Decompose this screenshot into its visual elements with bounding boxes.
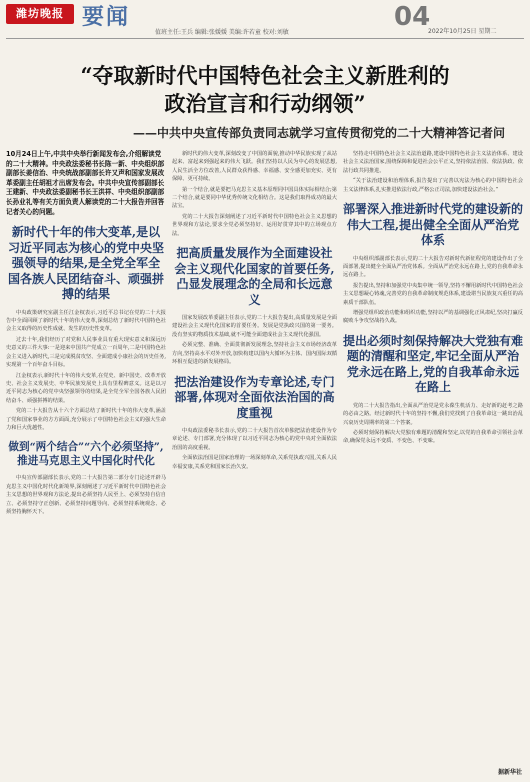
section-heading: 新时代十年的伟大变革,是以习近平同志为核心的党中央坚强领导的结果,是全党全军全国各族人民团结奋斗、顽强拼搏的结果 xyxy=(7,225,164,302)
article-column-1 xyxy=(6,150,166,518)
headline-line-2: 政治宣言和行动纲领” xyxy=(164,91,366,116)
body-paragraph: 报告提出,坚持和加强党中央集中统一领导,坚持不懈用新时代中国特色社会主义思想凝心铸魂,完善党的自我革命制度规范体系,建设堪当民族复兴重任的高素质干部队伍。 xyxy=(343,282,523,306)
page-number: 04 xyxy=(394,2,431,32)
issue-date: 2022年10月25日 星期二 xyxy=(428,28,497,35)
body-paragraph: 中央政法委秘书长表示,党的二十大报告首次单独把法治建设作为专章论述、专门部署,充分体现了以习近平同志为核心的党中央对全面依法治国的高度重视。 xyxy=(172,428,337,451)
newspaper-logo: 潍坊晚报 xyxy=(6,4,74,24)
body-paragraph: 党的二十大报告从十六个方面总结了新时代十年的伟大变革,涵盖了党和国家事业的方方面面,充分展示了中国特色社会主义的强大生命力和巨大优越性。 xyxy=(6,408,166,431)
body-paragraph: 新时代的伟大变革,深刻改变了中国的面貌,推动中华民族实现了从站起来、富起来到强起来的伟大飞跃。我们坚持以人民为中心的发展思想,人民生活全方位改善,人民群众获得感、幸福感、安全感更加充实、更有保障、更可持续。 xyxy=(172,151,337,183)
editor-credits: 值班主任:王兵 编辑:张媛媛 美编:许若童 校对:刘敏 xyxy=(155,29,289,36)
section-heading: 提出必须时刻保持解决大党独有难题的清醒和坚定,牢记全面从严治党永远在路上,党的自我革命永远在路上 xyxy=(343,333,523,395)
masthead-divider xyxy=(6,38,524,39)
body-paragraph: 党的二十大报告指出,全面从严治党是党永葆生机活力、走好新的赶考之路的必由之路。经过新时代十年的坚持不懈,我们党找到了自我革命这一跳出治乱兴衰历史周期率的第二个答案。 xyxy=(343,402,523,426)
source-credit: 据新华社 xyxy=(497,769,522,776)
body-paragraph: 坚持走中国特色社会主义法治道路,建设中国特色社会主义法治体系、建设社会主义法治国家,围绕保障和促进社会公平正义,坚持依法治国、依法执政、依法行政共同推进。 xyxy=(343,151,523,174)
section-title: 要闻 xyxy=(82,5,131,30)
article-column-3 xyxy=(343,150,523,448)
body-paragraph: 中央政策研究室副主任江金权表示,习近平总书记在党的二十大报告中全面回顾了新时代十年的伟大变革,深刻总结了新时代中国特色社会主义取得的历史性成就、发生的历史性变革。 xyxy=(6,309,166,333)
headline-subtitle: ——中共中央宣传部负责同志就学习宣传贯彻党的二十大精神答记者问 xyxy=(132,126,505,140)
body-paragraph: 国家发展改革委副主任表示,党的二十大报告提出,高质量发展是全面建设社会主义现代化国家的首要任务。发展是党执政兴国的第一要务。没有坚实的物质技术基础,就不可能全面建成社会主义现代化强国。 xyxy=(172,315,337,338)
headline-line-1: “夺取新时代中国特色社会主义新胜利的 xyxy=(80,63,450,88)
body-paragraph: 第一个结合,就是要把马克思主义基本原理同中国具体实际相结合;第二个结合,就是要同中华优秀传统文化相结合。这是我们取得成功的最大法宝。 xyxy=(172,186,337,210)
body-paragraph: 江金权表示,新时代十年的伟大变革,在党史、新中国史、改革开放史、社会主义发展史、中华民族发展史上具有里程碑意义。这是以习近平同志为核心的党中央坚强领导的结果,是全党全军全国各族人民团结奋斗、顽强拼搏的结果。 xyxy=(6,372,166,404)
lead-paragraph: 10月24日上午,中共中央举行新闻发布会,介绍解读党的二十大精神。中央政法委秘书长陈一新、中央组织部副部长姜信治、中央统战部副部长许又声和国家发展改革委副主任胡祖才出席发布会。中共中央宣传部副部长王建新、中央政法委副秘书长王洪祥、中央组织部副部长孙业礼等有关方面负责人解读党的二十大报告并回答记者关心的问题。 xyxy=(6,150,165,216)
body-paragraph: “关于法治建设和治理体系,报告提出了完善以宪法为核心的中国特色社会主义法律体系,扎实推进依法行政,严格公正司法,加快建设法治社会。” xyxy=(343,178,523,193)
masthead xyxy=(0,0,530,40)
body-paragraph: 中央宣传部副部长表示,党的二十大报告第二部分专门论述开辟马克思主义中国化时代化新境界,深刻阐述了习近平新时代中国特色社会主义思想的世界观和方法论,提出必须坚持人民至上、必须坚持自信自立、必须坚持守正创新、必须坚持问题导向、必须坚持系统观念、必须坚持胸怀天下。 xyxy=(6,475,166,515)
body-paragraph: 过去十年,我们经历了对党和人民事业具有重大现实意义和深远历史意义的三件大事:一是迎来中国共产党成立一百周年,二是中国特色社会主义进入新时代,三是完成脱贫攻坚、全面建成小康社会的历史任务,实现第一个百年奋斗目标。 xyxy=(6,336,166,369)
section-heading: 做到“两个结合”“六个必须坚持”,推进马克思主义中国化时代化 xyxy=(8,441,164,468)
body-paragraph: 党的二十大报告深刻阐述了习近平新时代中国特色社会主义思想的世界观和方法论,要求全党必须坚持好、运用好贯穿其中的立场观点方法。 xyxy=(172,213,337,237)
body-paragraph: 必须时刻保持解决大党独有难题的清醒和坚定,以党的自我革命引领社会革命,确保党永远不变质、不变色、不变味。 xyxy=(343,430,523,445)
section-heading: 把高质量发展作为全面建设社会主义现代化国家的首要任务,凸显发展理念的全局和长远意义 xyxy=(174,246,335,307)
article-column-2 xyxy=(172,150,337,473)
section-heading: 把法治建设作为专章论述,专门部署,体现对全面依法治国的高度重视 xyxy=(174,374,335,420)
main-headline xyxy=(20,62,510,118)
body-paragraph: 中央组织部副部长表示,党的二十大报告对新时代新征程党的建设作出了全面部署,提出健全全面从严治党体系。全面从严治党永远在路上,党的自我革命永远在路上。 xyxy=(343,255,523,279)
section-heading: 部署深入推进新时代党的建设新的伟大工程,提出健全全面从严治党体系 xyxy=(343,202,523,248)
body-paragraph: 必须完整、准确、全面贯彻新发展理念,坚持社会主义市场经济改革方向,坚持高水平对外开放,加快构建以国内大循环为主体、国内国际双循环相互促进的新发展格局。 xyxy=(172,342,337,366)
body-paragraph: 全面依法治国是国家治理的一场深刻革命,关系党执政兴国,关系人民幸福安康,关系党和国家长治久安。 xyxy=(172,455,337,470)
body-paragraph: 增强党组织政治功能和组织功能,坚持以严的基调强化正风肃纪,坚决打赢反腐败斗争攻坚战持久战。 xyxy=(343,309,523,325)
